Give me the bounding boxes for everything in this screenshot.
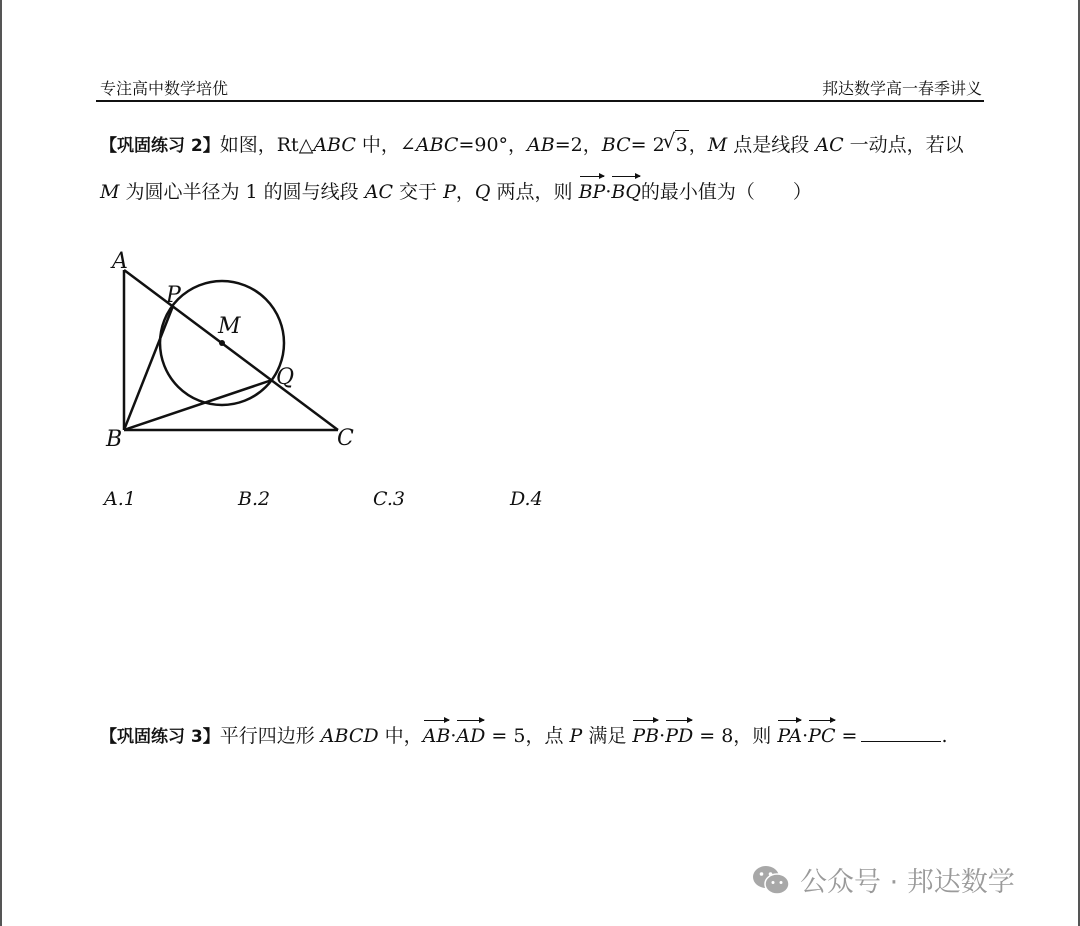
sqrt-three: √ 3 bbox=[675, 130, 689, 159]
ex3-text: = bbox=[835, 725, 858, 747]
ex3-text: 中， bbox=[378, 725, 423, 747]
exercise2-line1 bbox=[100, 130, 964, 160]
ex2-text: 点是线段 bbox=[727, 134, 816, 156]
dot-operator: · bbox=[605, 181, 612, 203]
dot-operator: · bbox=[802, 725, 809, 747]
choice-d[interactable]: D.4 bbox=[510, 488, 543, 510]
ex2-var: ABC bbox=[415, 134, 459, 156]
ex2-text: 的最小值为（ ） bbox=[640, 181, 812, 203]
ex2-text: 一动点，若以 bbox=[843, 134, 964, 156]
exercise2-tag: 【巩固练习 2】 bbox=[100, 136, 220, 156]
ex2-var: ABC bbox=[313, 134, 356, 156]
ex2-var: BC bbox=[601, 134, 631, 156]
choice-c[interactable]: C.3 bbox=[373, 488, 405, 510]
ex3-text: = 5，点 bbox=[485, 725, 570, 747]
ex3-text: . bbox=[941, 725, 948, 747]
ex2-text: ， bbox=[688, 134, 708, 156]
ex3-var: P bbox=[569, 725, 583, 747]
label-m: M bbox=[218, 314, 241, 339]
vector-pa: PA bbox=[777, 720, 802, 750]
ex2-text: =2， bbox=[554, 134, 602, 156]
label-p: P bbox=[166, 283, 181, 308]
ex2-text: ， bbox=[455, 181, 475, 203]
label-c: C bbox=[337, 426, 354, 451]
watermark bbox=[752, 860, 1015, 899]
ex2-text: 交于 bbox=[392, 181, 444, 203]
exercise2-line2 bbox=[100, 176, 812, 206]
vector-ab: AB bbox=[423, 720, 451, 750]
ex3-text: 满足 bbox=[582, 725, 633, 747]
ex2-var: Q bbox=[474, 181, 491, 203]
label-a: A bbox=[112, 249, 128, 274]
exercise3-tag: 【巩固练习 3】 bbox=[100, 727, 220, 747]
ex2-text: = 2 bbox=[630, 134, 665, 156]
vector-ad: AD bbox=[456, 720, 485, 750]
dot-operator: · bbox=[450, 725, 457, 747]
ex3-text: 平行四边形 bbox=[219, 725, 321, 747]
header-left: 专注高中数学培优 bbox=[100, 79, 229, 98]
header-right: 邦达数学高一春季讲义 bbox=[821, 79, 982, 98]
ex2-var: M bbox=[100, 181, 120, 203]
ex2-var: AC bbox=[364, 181, 393, 203]
dot-operator: · bbox=[659, 725, 666, 747]
ex2-text: 中，∠ bbox=[355, 134, 416, 156]
ex2-var: M bbox=[707, 134, 728, 156]
vector-pb: PB bbox=[632, 720, 659, 750]
wechat-icon bbox=[752, 864, 790, 896]
page-edge-left bbox=[0, 0, 2, 926]
label-b: B bbox=[106, 427, 123, 452]
header-rule bbox=[96, 100, 984, 102]
ex2-text: =90°， bbox=[458, 134, 528, 156]
segment-bq bbox=[124, 380, 272, 430]
ex2-text: 如图，Rt△ bbox=[219, 134, 314, 156]
ex2-text: 两点，则 bbox=[490, 181, 579, 203]
triangle-circle-figure bbox=[100, 240, 380, 465]
ex2-text: 为圆心半径为 1 的圆与线段 bbox=[119, 181, 365, 203]
choice-a[interactable]: A.1 bbox=[104, 488, 136, 510]
ex2-var: AC bbox=[815, 134, 844, 156]
answer-blank[interactable] bbox=[861, 725, 941, 742]
exercise3-line bbox=[100, 720, 948, 751]
point-m bbox=[219, 340, 225, 346]
vector-bq: BQ bbox=[611, 176, 641, 206]
vector-pd: PD bbox=[665, 720, 693, 750]
label-q: Q bbox=[276, 365, 295, 390]
choice-b[interactable]: B.2 bbox=[238, 488, 271, 510]
vector-bp: BP bbox=[579, 176, 606, 206]
ex2-var: AB bbox=[527, 134, 555, 156]
ex3-var: ABCD bbox=[320, 725, 379, 747]
vector-pc: PC bbox=[808, 720, 835, 750]
watermark-text: 公众号 · 邦达数学 bbox=[800, 867, 1015, 898]
ex2-var: P bbox=[443, 181, 456, 203]
ex3-text: = 8，则 bbox=[693, 725, 778, 747]
